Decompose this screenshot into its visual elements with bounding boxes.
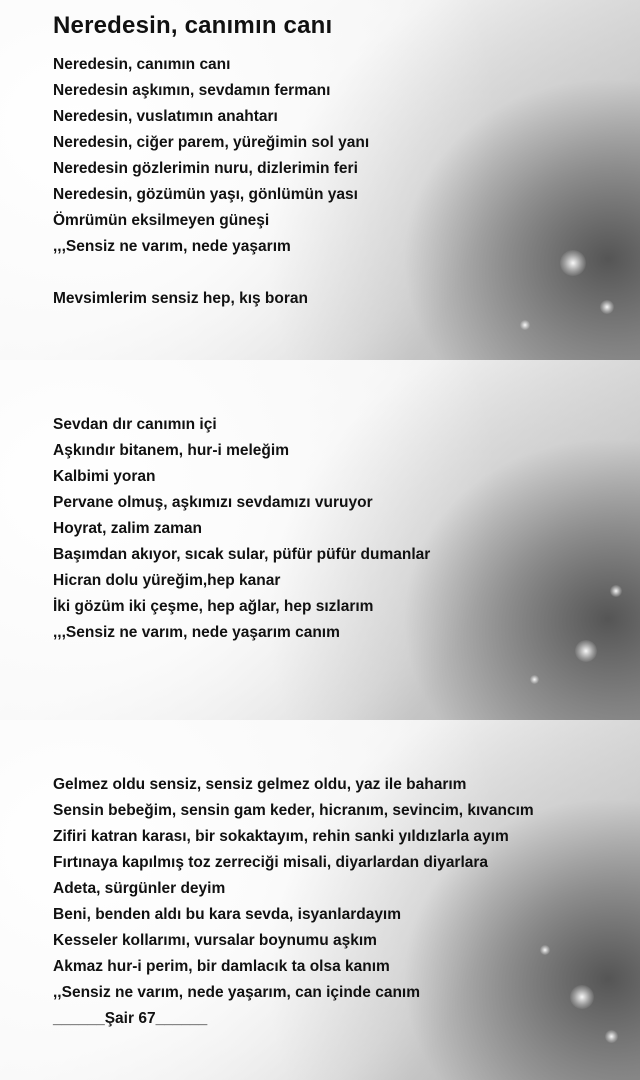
poem-line: ,,,Sensiz ne varım, nede yaşarım canım	[53, 624, 340, 641]
poem-line: ,,Sensiz ne varım, nede yaşarım, can içinde canım	[53, 984, 420, 1001]
poem-line: Zifiri katran karası, bir sokaktayım, rehin sanki yıldızlarla ayım	[53, 828, 509, 845]
poem-line: Gelmez oldu sensiz, sensiz gelmez oldu, yaz ile baharım	[53, 776, 467, 793]
poem-line: Neredesin, ciğer parem, yüreğimin sol yanı	[53, 134, 370, 151]
sparkle-decoration	[575, 640, 597, 662]
poem-line: Pervane olmuş, aşkımızı sevdamızı vuruyor	[53, 494, 373, 511]
poem-panel-3	[0, 720, 640, 1080]
poem-line: Başımdan akıyor, sıcak sular, püfür püfür dumanlar	[53, 546, 431, 563]
poem-line: Sevdan dır canımın içi	[53, 416, 217, 433]
sparkle-decoration	[605, 1030, 618, 1043]
sparkle-decoration	[520, 320, 530, 330]
sparkle-decoration	[570, 985, 594, 1009]
sparkle-decoration	[560, 250, 586, 276]
poem-line: Neredesin aşkımın, sevdamın fermanı	[53, 82, 331, 99]
sparkle-decoration	[600, 300, 614, 314]
poem-line: Neredesin, vuslatımın anahtarı	[53, 108, 278, 125]
sparkle-decoration	[530, 675, 539, 684]
sparkle-decoration	[540, 945, 550, 955]
poem-line: Beni, benden aldı bu kara sevda, isyanlardayım	[53, 906, 402, 923]
poem-line: ,,,Sensiz ne varım, nede yaşarım	[53, 238, 291, 255]
poem-panel-2	[0, 360, 640, 720]
poem-line: Aşkındır bitanem, hur-i meleğim	[53, 442, 289, 459]
poem-line: İki gözüm iki çeşme, hep ağlar, hep sızlarım	[53, 598, 374, 615]
poem-line: Neredesin gözlerimin nuru, dizlerimin feri	[53, 160, 358, 177]
poem-line: Hoyrat, zalim zaman	[53, 520, 203, 537]
poem-title: Neredesin, canımın canı	[53, 12, 333, 39]
poet-signature: ______Şair 67______	[53, 1010, 208, 1027]
poem-line: Neredesin, gözümün yaşı, gönlümün yası	[53, 186, 358, 203]
poem-panel-1	[0, 0, 640, 360]
poem-line: Akmaz hur-i perim, bir damlacık ta olsa kanım	[53, 958, 390, 975]
poem-line: Hicran dolu yüreğim,hep kanar	[53, 572, 281, 589]
poem-line: Adeta, sürgünler deyim	[53, 880, 226, 897]
poem-line: Kesseler kollarımı, vursalar boynumu aşkım	[53, 932, 377, 949]
poem-line: Neredesin, canımın canı	[53, 56, 231, 73]
poem-line: Fırtınaya kapılmış toz zerreciği misali, diyarlardan diyarlara	[53, 854, 489, 871]
poem-line: Mevsimlerim sensiz hep, kış boran	[53, 290, 308, 307]
sparkle-decoration	[610, 585, 622, 597]
poem-line: Kalbimi yoran	[53, 468, 156, 485]
poem-line: Sensin bebeğim, sensin gam keder, hicranım, sevincim, kıvancım	[53, 802, 534, 819]
poem-line: Ömrümün eksilmeyen güneşi	[53, 212, 270, 229]
